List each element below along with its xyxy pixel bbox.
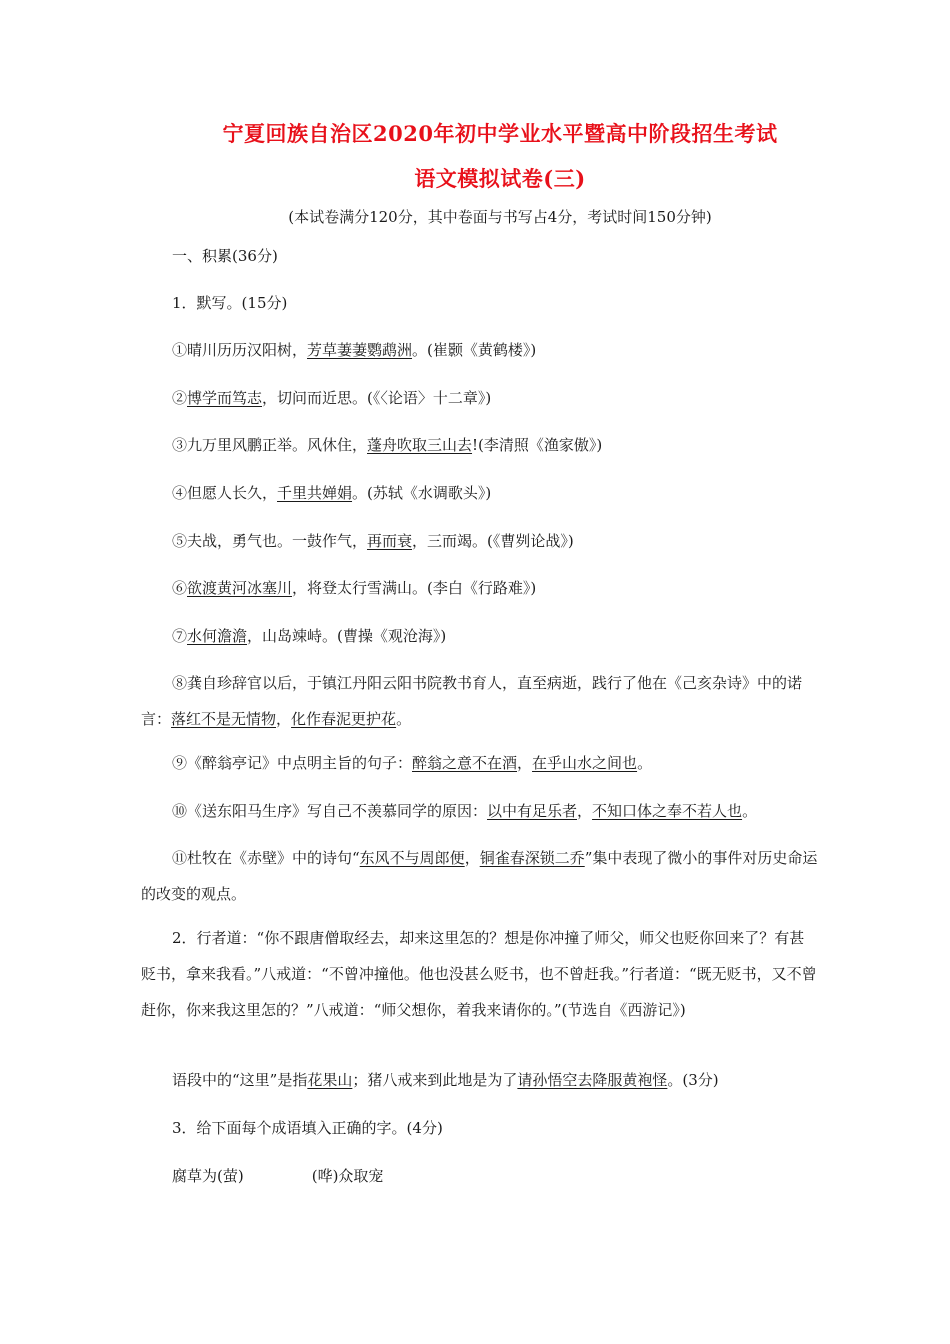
- exam-title: 宁夏回族自治区2020年初中学业水平暨高中阶段招生考试: [222, 121, 778, 146]
- q3-idioms: [172, 1165, 383, 1187]
- section-heading: 一、积累(36分): [172, 247, 278, 265]
- answer-underline: 在乎山水之间也: [532, 754, 638, 772]
- q1-item-4: ④但愿人长久，千里共婵娟。(苏轼《水调歌头》): [172, 484, 492, 502]
- answer-underline: 蓬舟吹取三山去: [367, 436, 473, 454]
- q1-item-6: ⑥欲渡黄河冰塞川，将登太行雪满山。(李白《行路难》): [172, 579, 537, 597]
- question-2-passage: 2．行者道：“你不跟唐僧取经去，却来这里怎的？想是你冲撞了师父，师父也贬你回来了？有甚贬书，拿来我看。”八戒道：“不曾冲撞他。他也没甚么贬书，也不曾赶我。”行者道：“既无贬书，又不曾赶你，你来我这里怎的？”八戒道：“师父想你，着我来请你的。”(节选自《西游记》): [141, 929, 817, 1019]
- answer-underline: 以中有足乐者: [487, 802, 578, 820]
- answer-underline: 铜雀春深锁二乔: [479, 849, 585, 867]
- answer-underline: 化作春泥更护花: [291, 710, 397, 728]
- q1-item-3: ③九万里风鹏正举。风休住，蓬舟吹取三山去!(李清照《渔家傲》): [172, 436, 603, 454]
- question-1-heading: 1．默写。(15分): [172, 294, 288, 312]
- idiom-2: (哗)众取宠: [311, 1167, 384, 1185]
- q1-item-5: ⑤夫战，勇气也。一鼓作气，再而衰，三而竭。(《曹刿论战》): [172, 532, 574, 550]
- idiom-1: 腐草为(萤): [172, 1167, 244, 1185]
- q1-item-1: ①晴川历历汉阳树，芳草萋萋鹦鹉洲。(崔颢《黄鹤楼》): [172, 341, 537, 359]
- answer-underline: 不知口体之奉不若人也: [592, 802, 743, 820]
- q1-item-11: ⑪杜牧在《赤壁》中的诗句“东风不与周郎便，铜雀春深锁二乔”集中表现了微小的事件对历史命运的改变的观点。: [141, 849, 818, 903]
- answer-underline: 落红不是无情物: [171, 710, 277, 728]
- q1-item-7: ⑦水何澹澹，山岛竦峙。(曹操《观沧海》): [172, 627, 447, 645]
- answer-underline: 水何澹澹: [187, 627, 248, 645]
- answer-underline: 千里共婵娟: [277, 484, 353, 502]
- answer-underline: 东风不与周郎便: [359, 849, 465, 867]
- answer-underline: 醉翁之意不在酒: [412, 754, 518, 772]
- answer-underline: 请孙悟空去降服黄袍怪: [517, 1071, 668, 1089]
- exam-subtitle: 语文模拟试卷(三): [414, 166, 586, 191]
- answer-underline: 博学而笃志: [187, 389, 263, 407]
- q1-item-10: ⑩《送东阳马生序》写自己不羡慕同学的原因：以中有足乐者，不知口体之奉不若人也。: [172, 802, 758, 820]
- q1-item-9: ⑨《醉翁亭记》中点明主旨的句子：醉翁之意不在酒，在乎山水之间也。: [172, 754, 653, 772]
- q1-item-8: ⑧龚自珍辞官以后，于镇江丹阳云阳书院教书育人，直至病逝，践行了他在《己亥杂诗》中的诺言：落红不是无情物，化作春泥更护花。: [141, 674, 803, 728]
- answer-underline: 再而衰: [367, 532, 413, 550]
- answer-underline: 芳草萋萋鹦鹉洲: [307, 341, 413, 359]
- question-3-heading: 3．给下面每个成语填入正确的字。(4分): [172, 1119, 443, 1137]
- question-2-answer: 语段中的“这里”是指花果山；猪八戒来到此地是为了请孙悟空去降服黄袍怪。(3分): [172, 1071, 719, 1089]
- q1-item-2: ②博学而笃志，切问而近思。(《〈论语〉十二章》): [172, 389, 492, 407]
- answer-underline: 花果山: [307, 1071, 353, 1089]
- exam-note: (本试卷满分120分，其中卷面与书写占4分，考试时间150分钟): [288, 208, 712, 226]
- answer-underline: 欲渡黄河冰塞川: [187, 579, 293, 597]
